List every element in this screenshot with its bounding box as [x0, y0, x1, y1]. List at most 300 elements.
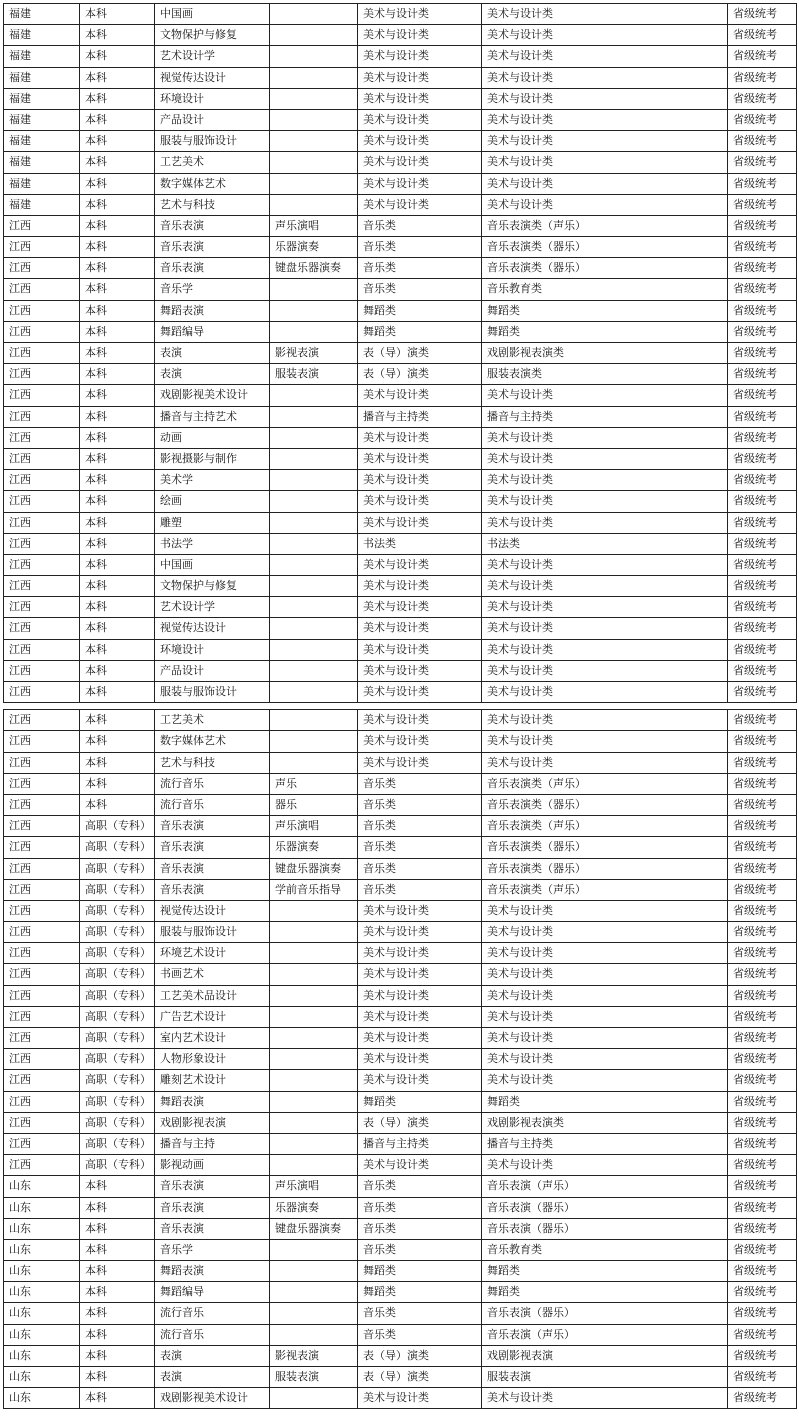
- province-cell: 福建: [3, 88, 79, 109]
- category-cell: 舞蹈类: [357, 300, 481, 321]
- province-cell: 山东: [3, 1302, 79, 1323]
- major-cell: 室内艺术设计: [154, 1027, 269, 1048]
- direction-cell: [269, 278, 357, 299]
- major-cell: 绘画: [154, 490, 269, 511]
- direction-cell: [269, 681, 357, 702]
- direction-cell: 乐器演奏: [269, 836, 357, 857]
- major-cell: 视觉传达设计: [154, 67, 269, 88]
- level-cell: 本科: [79, 24, 154, 45]
- direction-cell: [269, 1006, 357, 1027]
- level-cell: 本科: [79, 730, 154, 751]
- major-cell: 工艺美术: [154, 151, 269, 172]
- table-row: [3, 1239, 797, 1260]
- level-cell: 高职（专科）: [79, 836, 154, 857]
- category-cell: 表（导）演类: [357, 1366, 481, 1387]
- level-cell: 本科: [79, 215, 154, 236]
- direction-cell: 乐器演奏: [269, 236, 357, 257]
- major-cell: 服装与服饰设计: [154, 921, 269, 942]
- direction-cell: [269, 1387, 357, 1408]
- exam-method-cell: 省级统考: [727, 1069, 797, 1090]
- category-cell: 美术与设计类: [357, 448, 481, 469]
- exam-method-cell: 省级统考: [727, 752, 797, 773]
- exam-type-cell: 音乐表演类（器乐）: [481, 794, 727, 815]
- major-cell: 产品设计: [154, 660, 269, 681]
- major-cell: 服装与服饰设计: [154, 130, 269, 151]
- table-section-upper: [3, 3, 797, 702]
- province-cell: 江西: [3, 836, 79, 857]
- exam-type-cell: 书法类: [481, 533, 727, 554]
- exam-type-cell: 美术与设计类: [481, 900, 727, 921]
- table-section-lower: [3, 709, 797, 1408]
- level-cell: 本科: [79, 660, 154, 681]
- exam-method-cell: 省级统考: [727, 815, 797, 836]
- table-row: [3, 215, 797, 236]
- exam-method-cell: 省级统考: [727, 109, 797, 130]
- direction-cell: [269, 533, 357, 554]
- section-divider: [3, 702, 797, 709]
- major-cell: 音乐学: [154, 1239, 269, 1260]
- level-cell: 本科: [79, 3, 154, 24]
- category-cell: 美术与设计类: [357, 24, 481, 45]
- province-cell: 江西: [3, 815, 79, 836]
- province-cell: 江西: [3, 1006, 79, 1027]
- direction-cell: [269, 1324, 357, 1345]
- category-cell: 美术与设计类: [357, 1069, 481, 1090]
- category-cell: 音乐类: [357, 1218, 481, 1239]
- exam-method-cell: 省级统考: [727, 730, 797, 751]
- table-row: [3, 1260, 797, 1281]
- exam-method-cell: 省级统考: [727, 1175, 797, 1196]
- major-cell: 文物保护与修复: [154, 575, 269, 596]
- exam-type-cell: 音乐表演（声乐）: [481, 1175, 727, 1196]
- exam-type-cell: 美术与设计类: [481, 469, 727, 490]
- level-cell: 本科: [79, 88, 154, 109]
- exam-type-cell: 美术与设计类: [481, 109, 727, 130]
- category-cell: 表（导）演类: [357, 1345, 481, 1366]
- exam-method-cell: 省级统考: [727, 278, 797, 299]
- major-cell: 工艺美术品设计: [154, 985, 269, 1006]
- category-cell: 音乐类: [357, 815, 481, 836]
- level-cell: 本科: [79, 1175, 154, 1196]
- category-cell: 美术与设计类: [357, 985, 481, 1006]
- table-row: [3, 278, 797, 299]
- table-row: [3, 942, 797, 963]
- direction-cell: [269, 469, 357, 490]
- province-cell: 江西: [3, 617, 79, 638]
- major-cell: 舞蹈编导: [154, 321, 269, 342]
- table-row: [3, 406, 797, 427]
- major-cell: 环境艺术设计: [154, 942, 269, 963]
- exam-type-cell: 美术与设计类: [481, 1154, 727, 1175]
- level-cell: 本科: [79, 512, 154, 533]
- table-row: [3, 985, 797, 1006]
- direction-cell: [269, 921, 357, 942]
- category-cell: 美术与设计类: [357, 730, 481, 751]
- province-cell: 江西: [3, 730, 79, 751]
- major-cell: 视觉传达设计: [154, 900, 269, 921]
- province-cell: 江西: [3, 342, 79, 363]
- level-cell: 本科: [79, 257, 154, 278]
- category-cell: 美术与设计类: [357, 963, 481, 984]
- major-cell: 雕塑: [154, 512, 269, 533]
- major-cell: 艺术设计学: [154, 596, 269, 617]
- major-cell: 动画: [154, 427, 269, 448]
- major-cell: 表演: [154, 363, 269, 384]
- category-cell: 美术与设计类: [357, 1048, 481, 1069]
- direction-cell: [269, 109, 357, 130]
- exam-type-cell: 美术与设计类: [481, 173, 727, 194]
- direction-cell: [269, 321, 357, 342]
- table-row: [3, 900, 797, 921]
- province-cell: 江西: [3, 596, 79, 617]
- exam-type-cell: 舞蹈类: [481, 1281, 727, 1302]
- exam-type-cell: 音乐表演类（声乐）: [481, 879, 727, 900]
- province-cell: 福建: [3, 24, 79, 45]
- exam-type-cell: 音乐表演类（器乐）: [481, 236, 727, 257]
- exam-method-cell: 省级统考: [727, 1345, 797, 1366]
- direction-cell: [269, 1027, 357, 1048]
- exam-type-cell: 美术与设计类: [481, 24, 727, 45]
- exam-method-cell: 省级统考: [727, 1197, 797, 1218]
- direction-cell: [269, 963, 357, 984]
- direction-cell: [269, 130, 357, 151]
- level-cell: 本科: [79, 709, 154, 730]
- exam-method-cell: 省级统考: [727, 660, 797, 681]
- table-row: [3, 67, 797, 88]
- category-cell: 音乐类: [357, 794, 481, 815]
- exam-type-cell: 音乐表演（器乐）: [481, 1218, 727, 1239]
- category-cell: 美术与设计类: [357, 639, 481, 660]
- category-cell: 音乐类: [357, 879, 481, 900]
- exam-type-cell: 播音与主持类: [481, 1133, 727, 1154]
- exam-type-cell: 美术与设计类: [481, 384, 727, 405]
- exam-method-cell: 省级统考: [727, 1260, 797, 1281]
- direction-cell: [269, 1281, 357, 1302]
- exam-method-cell: 省级统考: [727, 130, 797, 151]
- level-cell: 高职（专科）: [79, 985, 154, 1006]
- category-cell: 美术与设计类: [357, 554, 481, 575]
- category-cell: 美术与设计类: [357, 617, 481, 638]
- province-cell: 江西: [3, 215, 79, 236]
- direction-cell: [269, 384, 357, 405]
- category-cell: 美术与设计类: [357, 1027, 481, 1048]
- category-cell: 美术与设计类: [357, 151, 481, 172]
- direction-cell: [269, 406, 357, 427]
- exam-type-cell: 美术与设计类: [481, 490, 727, 511]
- direction-cell: [269, 1069, 357, 1090]
- province-cell: 山东: [3, 1175, 79, 1196]
- level-cell: 本科: [79, 109, 154, 130]
- category-cell: 美术与设计类: [357, 596, 481, 617]
- level-cell: 本科: [79, 448, 154, 469]
- table-row: [3, 639, 797, 660]
- exam-type-cell: 音乐表演（声乐）: [481, 1324, 727, 1345]
- major-cell: 艺术与科技: [154, 194, 269, 215]
- exam-method-cell: 省级统考: [727, 639, 797, 660]
- table-row: [3, 1366, 797, 1387]
- province-cell: 江西: [3, 406, 79, 427]
- exam-method-cell: 省级统考: [727, 321, 797, 342]
- level-cell: 本科: [79, 1366, 154, 1387]
- table-row: [3, 1091, 797, 1112]
- major-cell: 文物保护与修复: [154, 24, 269, 45]
- exam-method-cell: 省级统考: [727, 836, 797, 857]
- direction-cell: [269, 1133, 357, 1154]
- direction-cell: 学前音乐指导: [269, 879, 357, 900]
- major-cell: 戏剧影视美术设计: [154, 1387, 269, 1408]
- major-cell: 舞蹈编导: [154, 1281, 269, 1302]
- exam-method-cell: 省级统考: [727, 257, 797, 278]
- table-row: [3, 490, 797, 511]
- major-cell: 书画艺术: [154, 963, 269, 984]
- direction-cell: [269, 1302, 357, 1323]
- table-row: [3, 469, 797, 490]
- direction-cell: 影视表演: [269, 1345, 357, 1366]
- province-cell: 江西: [3, 963, 79, 984]
- major-cell: 表演: [154, 342, 269, 363]
- exam-method-cell: 省级统考: [727, 300, 797, 321]
- direction-cell: 键盘乐器演奏: [269, 1218, 357, 1239]
- direction-cell: [269, 660, 357, 681]
- exam-method-cell: 省级统考: [727, 427, 797, 448]
- direction-cell: [269, 3, 357, 24]
- exam-method-cell: 省级统考: [727, 709, 797, 730]
- exam-type-cell: 音乐表演类（声乐）: [481, 773, 727, 794]
- table-row: [3, 1387, 797, 1408]
- level-cell: 本科: [79, 1197, 154, 1218]
- exam-type-cell: 美术与设计类: [481, 1006, 727, 1027]
- exam-method-cell: 省级统考: [727, 1154, 797, 1175]
- admissions-table: [3, 3, 797, 1409]
- major-cell: 音乐表演: [154, 257, 269, 278]
- direction-cell: [269, 752, 357, 773]
- exam-type-cell: 音乐表演（器乐）: [481, 1197, 727, 1218]
- table-row: [3, 752, 797, 773]
- direction-cell: [269, 1112, 357, 1133]
- table-row: [3, 88, 797, 109]
- direction-cell: 声乐: [269, 773, 357, 794]
- major-cell: 影视动画: [154, 1154, 269, 1175]
- level-cell: 高职（专科）: [79, 1112, 154, 1133]
- province-cell: 山东: [3, 1197, 79, 1218]
- table-row: [3, 1281, 797, 1302]
- exam-type-cell: 美术与设计类: [481, 448, 727, 469]
- direction-cell: 键盘乐器演奏: [269, 257, 357, 278]
- direction-cell: [269, 1091, 357, 1112]
- exam-type-cell: 美术与设计类: [481, 681, 727, 702]
- exam-method-cell: 省级统考: [727, 490, 797, 511]
- province-cell: 江西: [3, 533, 79, 554]
- level-cell: 本科: [79, 194, 154, 215]
- table-row: [3, 1112, 797, 1133]
- category-cell: 音乐类: [357, 1239, 481, 1260]
- province-cell: 江西: [3, 794, 79, 815]
- exam-type-cell: 舞蹈类: [481, 1091, 727, 1112]
- direction-cell: [269, 985, 357, 1006]
- exam-method-cell: 省级统考: [727, 194, 797, 215]
- exam-type-cell: 美术与设计类: [481, 1069, 727, 1090]
- table-row: [3, 24, 797, 45]
- exam-method-cell: 省级统考: [727, 1133, 797, 1154]
- exam-type-cell: 音乐表演类（器乐）: [481, 257, 727, 278]
- province-cell: 江西: [3, 681, 79, 702]
- level-cell: 本科: [79, 533, 154, 554]
- level-cell: 本科: [79, 490, 154, 511]
- province-cell: 福建: [3, 151, 79, 172]
- direction-cell: [269, 1048, 357, 1069]
- table-row: [3, 1154, 797, 1175]
- category-cell: 舞蹈类: [357, 1091, 481, 1112]
- exam-method-cell: 省级统考: [727, 794, 797, 815]
- major-cell: 舞蹈表演: [154, 1260, 269, 1281]
- major-cell: 音乐表演: [154, 1218, 269, 1239]
- category-cell: 美术与设计类: [357, 900, 481, 921]
- direction-cell: [269, 730, 357, 751]
- category-cell: 美术与设计类: [357, 194, 481, 215]
- category-cell: 美术与设计类: [357, 575, 481, 596]
- direction-cell: [269, 617, 357, 638]
- level-cell: 本科: [79, 173, 154, 194]
- exam-type-cell: 美术与设计类: [481, 1387, 727, 1408]
- exam-method-cell: 省级统考: [727, 985, 797, 1006]
- level-cell: 本科: [79, 596, 154, 617]
- direction-cell: [269, 448, 357, 469]
- exam-method-cell: 省级统考: [727, 1006, 797, 1027]
- major-cell: 数字媒体艺术: [154, 730, 269, 751]
- province-cell: 江西: [3, 1091, 79, 1112]
- category-cell: 美术与设计类: [357, 67, 481, 88]
- category-cell: 播音与主持类: [357, 406, 481, 427]
- exam-method-cell: 省级统考: [727, 575, 797, 596]
- direction-cell: 器乐: [269, 794, 357, 815]
- category-cell: 美术与设计类: [357, 88, 481, 109]
- table-row: [3, 575, 797, 596]
- exam-type-cell: 美术与设计类: [481, 709, 727, 730]
- level-cell: 高职（专科）: [79, 1069, 154, 1090]
- major-cell: 广告艺术设计: [154, 1006, 269, 1027]
- table-row: [3, 1069, 797, 1090]
- category-cell: 美术与设计类: [357, 1154, 481, 1175]
- exam-method-cell: 省级统考: [727, 1387, 797, 1408]
- exam-type-cell: 美术与设计类: [481, 617, 727, 638]
- province-cell: 江西: [3, 900, 79, 921]
- direction-cell: [269, 554, 357, 575]
- level-cell: 本科: [79, 321, 154, 342]
- major-cell: 流行音乐: [154, 773, 269, 794]
- category-cell: 美术与设计类: [357, 3, 481, 24]
- province-cell: 江西: [3, 1133, 79, 1154]
- major-cell: 书法学: [154, 533, 269, 554]
- exam-type-cell: 音乐表演类（声乐）: [481, 215, 727, 236]
- level-cell: 本科: [79, 773, 154, 794]
- direction-cell: [269, 575, 357, 596]
- exam-type-cell: 音乐表演（器乐）: [481, 1302, 727, 1323]
- level-cell: 高职（专科）: [79, 1154, 154, 1175]
- major-cell: 舞蹈表演: [154, 1091, 269, 1112]
- major-cell: 雕刻艺术设计: [154, 1069, 269, 1090]
- exam-type-cell: 美术与设计类: [481, 1048, 727, 1069]
- level-cell: 高职（专科）: [79, 858, 154, 879]
- level-cell: 本科: [79, 384, 154, 405]
- direction-cell: [269, 596, 357, 617]
- province-cell: 江西: [3, 985, 79, 1006]
- major-cell: 流行音乐: [154, 1302, 269, 1323]
- direction-cell: [269, 300, 357, 321]
- province-cell: 山东: [3, 1387, 79, 1408]
- exam-type-cell: 美术与设计类: [481, 921, 727, 942]
- exam-type-cell: 舞蹈类: [481, 321, 727, 342]
- category-cell: 表（导）演类: [357, 363, 481, 384]
- level-cell: 本科: [79, 1345, 154, 1366]
- major-cell: 人物形象设计: [154, 1048, 269, 1069]
- level-cell: 本科: [79, 681, 154, 702]
- level-cell: 本科: [79, 363, 154, 384]
- exam-method-cell: 省级统考: [727, 236, 797, 257]
- category-cell: 美术与设计类: [357, 660, 481, 681]
- category-cell: 美术与设计类: [357, 681, 481, 702]
- major-cell: 表演: [154, 1345, 269, 1366]
- category-cell: 美术与设计类: [357, 130, 481, 151]
- major-cell: 数字媒体艺术: [154, 173, 269, 194]
- exam-method-cell: 省级统考: [727, 1302, 797, 1323]
- table-row: [3, 554, 797, 575]
- major-cell: 流行音乐: [154, 1324, 269, 1345]
- province-cell: 江西: [3, 300, 79, 321]
- direction-cell: [269, 88, 357, 109]
- major-cell: 产品设计: [154, 109, 269, 130]
- major-cell: 戏剧影视表演: [154, 1112, 269, 1133]
- level-cell: 本科: [79, 45, 154, 66]
- exam-type-cell: 美术与设计类: [481, 151, 727, 172]
- major-cell: 音乐表演: [154, 1175, 269, 1196]
- exam-type-cell: 音乐表演类（器乐）: [481, 836, 727, 857]
- table-row: [3, 384, 797, 405]
- province-cell: 山东: [3, 1366, 79, 1387]
- category-cell: 舞蹈类: [357, 1260, 481, 1281]
- level-cell: 本科: [79, 300, 154, 321]
- category-cell: 美术与设计类: [357, 1387, 481, 1408]
- exam-type-cell: 音乐表演类（器乐）: [481, 858, 727, 879]
- table-row: [3, 1006, 797, 1027]
- exam-type-cell: 服装表演: [481, 1366, 727, 1387]
- direction-cell: [269, 1154, 357, 1175]
- exam-method-cell: 省级统考: [727, 858, 797, 879]
- category-cell: 美术与设计类: [357, 512, 481, 533]
- exam-method-cell: 省级统考: [727, 1324, 797, 1345]
- level-cell: 本科: [79, 130, 154, 151]
- level-cell: 本科: [79, 1260, 154, 1281]
- province-cell: 山东: [3, 1218, 79, 1239]
- level-cell: 本科: [79, 1281, 154, 1302]
- exam-method-cell: 省级统考: [727, 1027, 797, 1048]
- major-cell: 音乐表演: [154, 1197, 269, 1218]
- table-row: [3, 533, 797, 554]
- exam-type-cell: 美术与设计类: [481, 130, 727, 151]
- province-cell: 江西: [3, 1027, 79, 1048]
- table-bottom-border: [3, 1408, 797, 1409]
- table-row: [3, 257, 797, 278]
- table-row: [3, 773, 797, 794]
- level-cell: 本科: [79, 427, 154, 448]
- level-cell: 高职（专科）: [79, 1006, 154, 1027]
- province-cell: 江西: [3, 236, 79, 257]
- exam-type-cell: 美术与设计类: [481, 660, 727, 681]
- major-cell: 艺术设计学: [154, 45, 269, 66]
- exam-method-cell: 省级统考: [727, 533, 797, 554]
- category-cell: 舞蹈类: [357, 1281, 481, 1302]
- direction-cell: 影视表演: [269, 342, 357, 363]
- major-cell: 中国画: [154, 3, 269, 24]
